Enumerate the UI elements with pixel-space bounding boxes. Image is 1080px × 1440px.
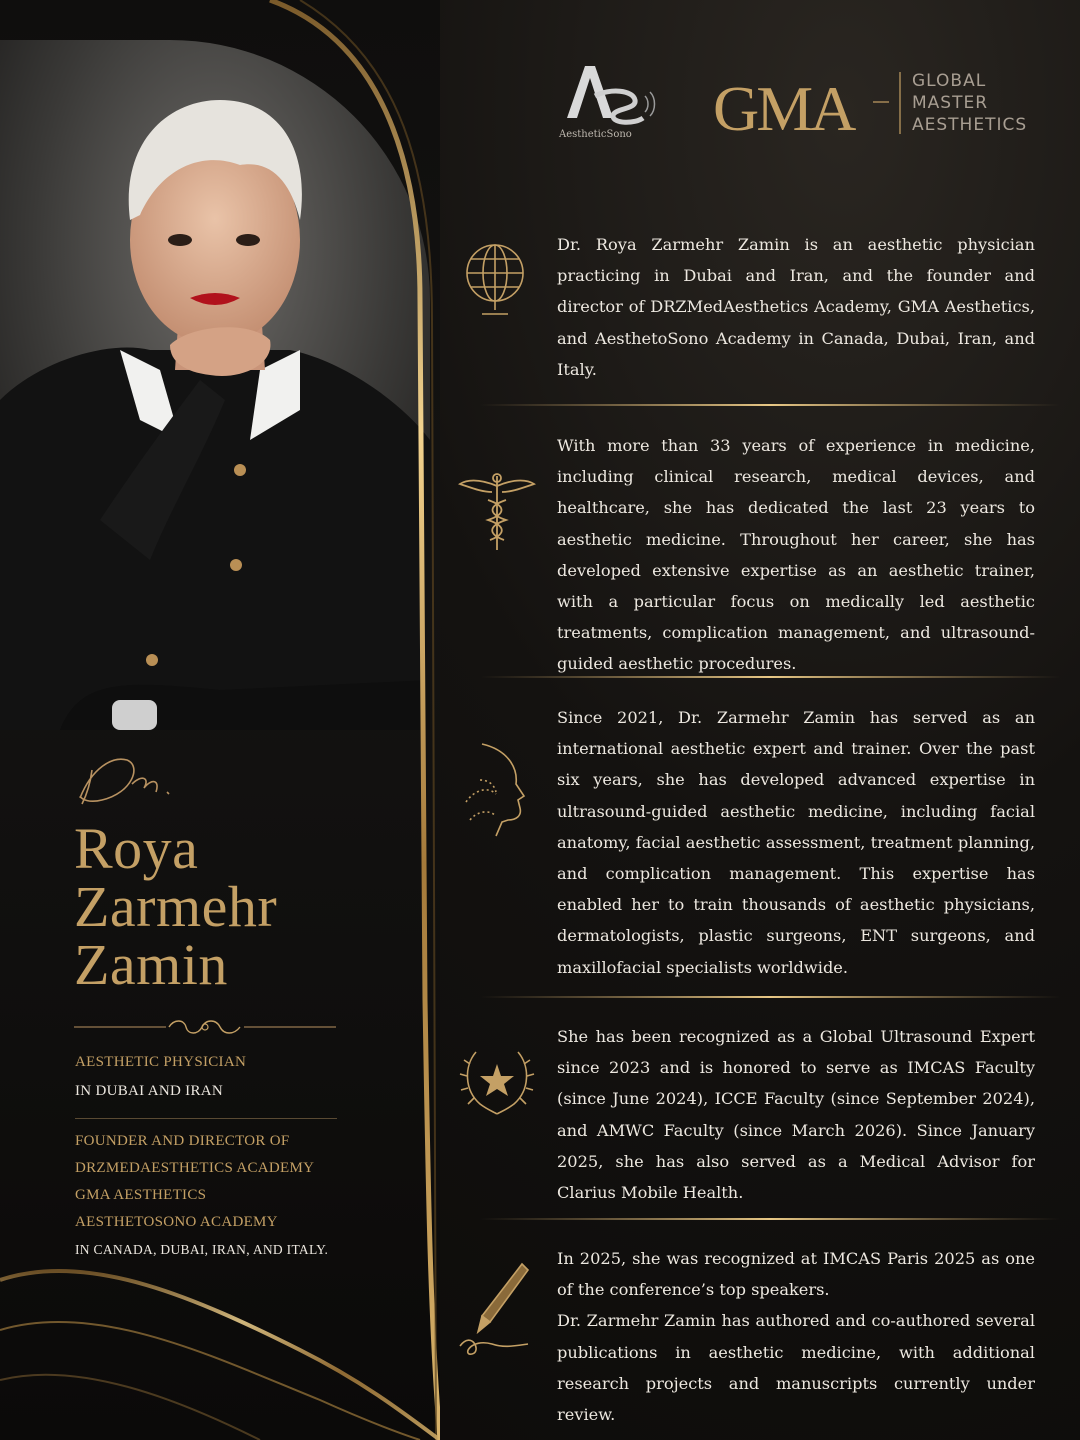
founder-locations: IN CANADA, DUBAI, IRAN, AND ITALY. [75, 1242, 329, 1257]
role-title: AESTHETIC PHYSICIAN [75, 1054, 247, 1070]
name-first: Roya [74, 816, 199, 881]
name-middle: Zarmehr [74, 874, 278, 939]
gma-text-line-2: MASTER [912, 93, 989, 113]
section-2-text: With more than 33 years of experience in medicine, including clinical research, medical devices, and healthcare, she has dedicated the last 23 years to aesthetic medicine. Throughout her career, she has developed extensive expertise as an aesthetic trainer, with a particular focus on medically led aesthetic treatments, complication management, and ultrasound-guided aesthetic procedures. [557, 436, 1035, 674]
founder-line-2: DRZMEDAESTHETICS ACADEMY [75, 1160, 315, 1176]
doctor-name [74, 816, 374, 997]
face-profile-icon [460, 740, 535, 840]
pen-icon [452, 1260, 532, 1360]
section-separator-2 [480, 676, 1060, 679]
founder-line-4: AESTHETOSONO ACADEMY [75, 1214, 278, 1230]
gma-text-line-3: AESTHETICS [912, 115, 1028, 135]
aestheticsono-logo [558, 66, 655, 140]
role-location: IN DUBAI AND IRAN [75, 1083, 224, 1099]
globe-icon [460, 238, 530, 322]
section-4-text: She has been recognized as a Global Ultrasound Expert since 2023 and is honored to serve as IMCAS Faculty (since June 2024), ICCE Faculty (since September 2024), and AMWC Faculty (since March 2026). Since January 2025, she has also served as a Medical Advisor for Clarius Mobile Health. [557, 1027, 1035, 1203]
founder-line-3: GMA AESTHETICS [75, 1187, 207, 1203]
section-3-text: Since 2021, Dr. Zarmehr Zamin has served as an international aesthetic expert and trainer. Over the past six years, she has developed advanced expertise in ultrasound-guided aesthetic medicine, including facial anatomy, facial aesthetic assessment, treatment planning, and complication management. This expertise has enabled her to train thousands of aesthetic physicians, dermatologists, plastic surgeons, ENT surgeons, and maxillofacial specialists worldwide. [557, 708, 1035, 977]
ornament-divider [74, 1015, 336, 1039]
portrait-photo [0, 40, 430, 730]
section-1-text: Dr. Roya Zarmehr Zamin is an aesthetic physician practicing in Dubai and Iran, and the founder and director of DRZMedAesthetics Academy, GMA Aesthetics, and AesthetoSono Academy in Canada, Dubai, Iran, and Italy. [557, 235, 1035, 379]
name-last: Zamin [74, 932, 228, 997]
role-divider [75, 1118, 337, 1119]
svg-text:AestheticSono: AestheticSono [559, 129, 632, 140]
laurel-star-icon [458, 1040, 536, 1116]
founder-line-1: FOUNDER AND DIRECTOR OF [75, 1133, 290, 1149]
svg-text:GMA: GMA [713, 73, 854, 144]
dr-script-signature [72, 748, 182, 810]
section-separator-1 [480, 404, 1060, 407]
left-panel [0, 0, 440, 1440]
section-5-text [557, 1243, 1035, 1430]
section-5-text-2: Dr. Zarmehr Zamin has authored and co-authored several publications in aesthetic medicine, with additional research projects and manuscripts currently under review. [557, 1311, 1035, 1425]
caduceus-icon [458, 470, 536, 554]
gma-text-line-1: GLOBAL [912, 71, 987, 91]
section-5-text-1: In 2025, she was recognized at IMCAS Paris 2025 as one of the conference’s top speakers. [557, 1249, 1035, 1300]
section-separator-4 [480, 1218, 1060, 1221]
section-separator-3 [480, 996, 1060, 999]
gma-logo [713, 72, 900, 144]
